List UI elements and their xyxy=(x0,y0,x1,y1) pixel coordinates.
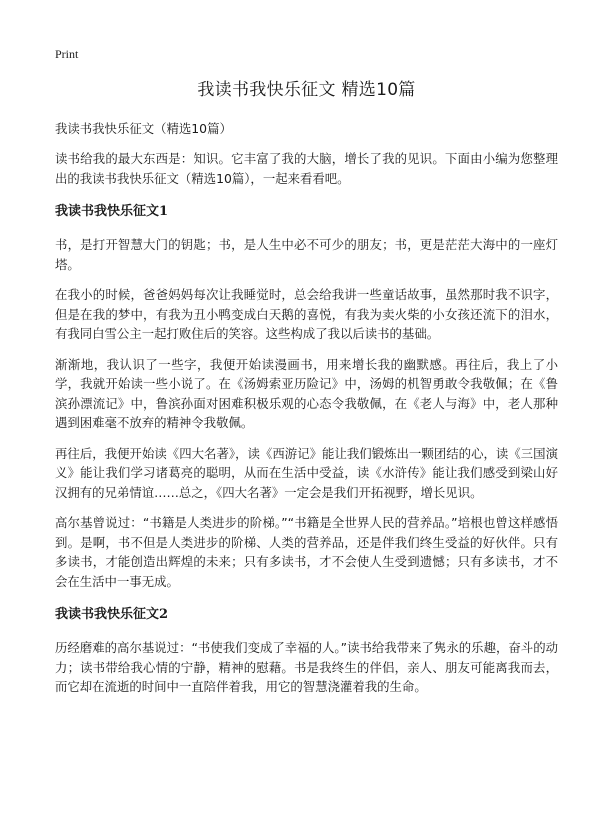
intro-paragraph: 读书给我的最大东西是：知识。它丰富了我的大脑，增长了我的见识。下面由小编为您整理出的我读书我快乐征文（精选10篇），一起来看看吧。 xyxy=(55,151,558,186)
paragraph: 再往后，我便开始读《四大名著》，读《西游记》能让我们锻炼出一颗团结的心，读《三国演义》能让我们学习诸葛亮的聪明，从而在生活中受益，读《水浒传》能让我们感受到梁山好汉拥有的兄弟情谊……总之，《四大名著》一定会是我们开拓视野，增长见识。 xyxy=(55,445,558,500)
section-heading: 我读书我快乐征文1 xyxy=(55,204,169,219)
paragraph: 高尔基曾说过：“书籍是人类进步的阶梯。”“书籍是全世界人民的营养品。”培根也曾这样感悟到。是啊，书不但是人类进步的阶梯、人类的营养品，还是伴我们终生受益的好伙伴。只有多读书，才能创造出辉煌的未来；只有多读书，才不会使人生受到遗憾；只有多读书，才不会在生活中一事无成。 xyxy=(55,515,558,589)
paragraph: 历经磨难的高尔基说过：“书使我们变成了幸福的人。”读书给我带来了隽永的乐趣，奋斗的动力；读书带给我心情的宁静，精神的慰藉。书是我终生的伴侣，亲人、朋友可能离我而去，而它却在流逝的时间中一直陪伴着我，用它的智慧浇灌着我的生命。 xyxy=(55,640,558,694)
paragraph: 书，是打开智慧大门的钥匙；书，是人生中必不可少的朋友；书，更是茫茫大海中的一座灯塔。 xyxy=(55,237,558,272)
paragraph: 在我小的时候，爸爸妈妈每次让我睡觉时，总会给我讲一些童话故事，虽然那时我不识字，但是在我的梦中，有我为丑小鸭变成白天鹅的喜悦，有我为卖火柴的小女孩还流下的泪水，有我同白雪公主一起打败住后的笑容。这些构成了我以后读书的基础。 xyxy=(55,287,558,341)
print-label: Print xyxy=(55,47,79,61)
paragraph: 渐渐地，我认识了一些字，我便开始读漫画书，用来增长我的幽默感。再往后，我上了小学，我就开始读一些小说了。在《汤姆索亚历险记》中，汤姆的机智勇敢令我敬佩；在《鲁滨孙漂流记》中，鲁滨孙面对困难积极乐观的心态令我敬佩，在《老人与海》中，老人那种遇到困难毫不放弃的精神令我敬佩。 xyxy=(55,356,558,430)
document-title: 我读书我快乐征文 精选10篇 xyxy=(197,80,416,100)
document-body xyxy=(55,119,558,708)
section-heading: 我读书我快乐征文2 xyxy=(55,607,169,622)
document-subtitle: 我读书我快乐征文（精选10篇） xyxy=(55,121,232,136)
